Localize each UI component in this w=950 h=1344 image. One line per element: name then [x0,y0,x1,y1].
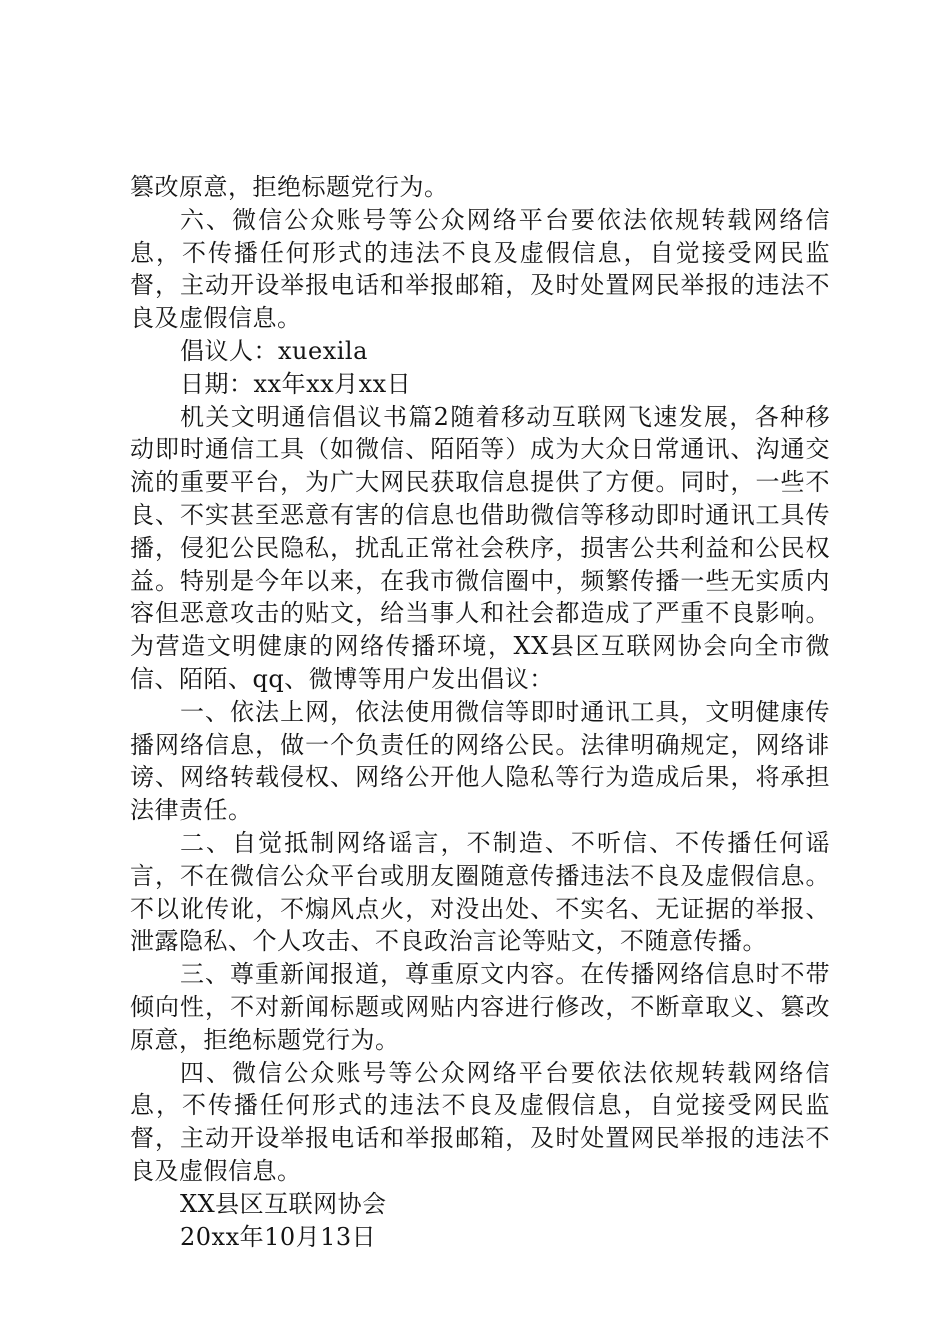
signature-date: 20xx年10月13日 [180,1222,377,1251]
paragraph-item-two: 二、自觉抵制网络谣言，不制造、不听信、不传播任何谣言，不在微信公众平台或朋友圈随意传播违法不良及虚假信息。不以讹传讹，不煽风点火，对没出处、不实名、无证据的举报、泄露隐私、个人攻击、不良政治言论等贴文，不随意传播。 [130,828,830,956]
signature-organization: XX县区互联网协会 [180,1189,387,1218]
paragraph-intro: 机关文明通信倡议书篇2随着移动互联网飞速发展，各种移动即时通信工具（如微信、陌陌等）成为大众日常通讯、沟通交流的重要平台，为广大网民获取信息提供了方便。同时，一些不良、不实甚至恶意有害的信息也借助微信等移动即时通讯工具传播，侵犯公民隐私，扰乱正常社会秩序，损害公共利益和公民权益。特别是今年以来，在我市微信圈中，频繁传播一些无实质内容但恶意攻击的贴文，给当事人和社会都造成了严重不良影响。为营造文明健康的网络传播环境，XX县区互联网协会向全市微信、陌陌、qq、微博等用户发出倡议： [130,402,830,693]
date-line: 日期：xx年xx月xx日 [180,369,412,398]
paragraph-item-three: 三、尊重新闻报道，尊重原文内容。在传播网络信息时不带倾向性，不对新闻标题或网贴内容进行修改，不断章取义、篡改原意，拒绝标题党行为。 [130,960,830,1054]
paragraph-item-one: 一、依法上网，依法使用微信等即时通讯工具，文明健康传播网络信息，做一个负责任的网络公民。法律明确规定，网络诽谤、网络转载侵权、网络公开他人隐私等行为造成后果，将承担法律责任。 [130,697,830,825]
paragraph-item-four: 四、微信公众账号等公众网络平台要依法依规转载网络信息，不传播任何形式的违法不良及虚假信息，自觉接受网民监督，主动开设举报电话和举报邮箱，及时处置网民举报的违法不良及虚假信息。 [130,1058,830,1185]
document-body [130,171,830,1253]
proposer-line: 倡议人：xuexila [180,336,368,365]
paragraph-item-six: 六、微信公众账号等公众网络平台要依法依规转载网络信息，不传播任何形式的违法不良及虚假信息，自觉接受网民监督，主动开设举报电话和举报邮箱，及时处置网民举报的违法不良及虚假信息。 [130,205,830,333]
paragraph-continuation: 篡改原意，拒绝标题党行为。 [130,173,449,201]
